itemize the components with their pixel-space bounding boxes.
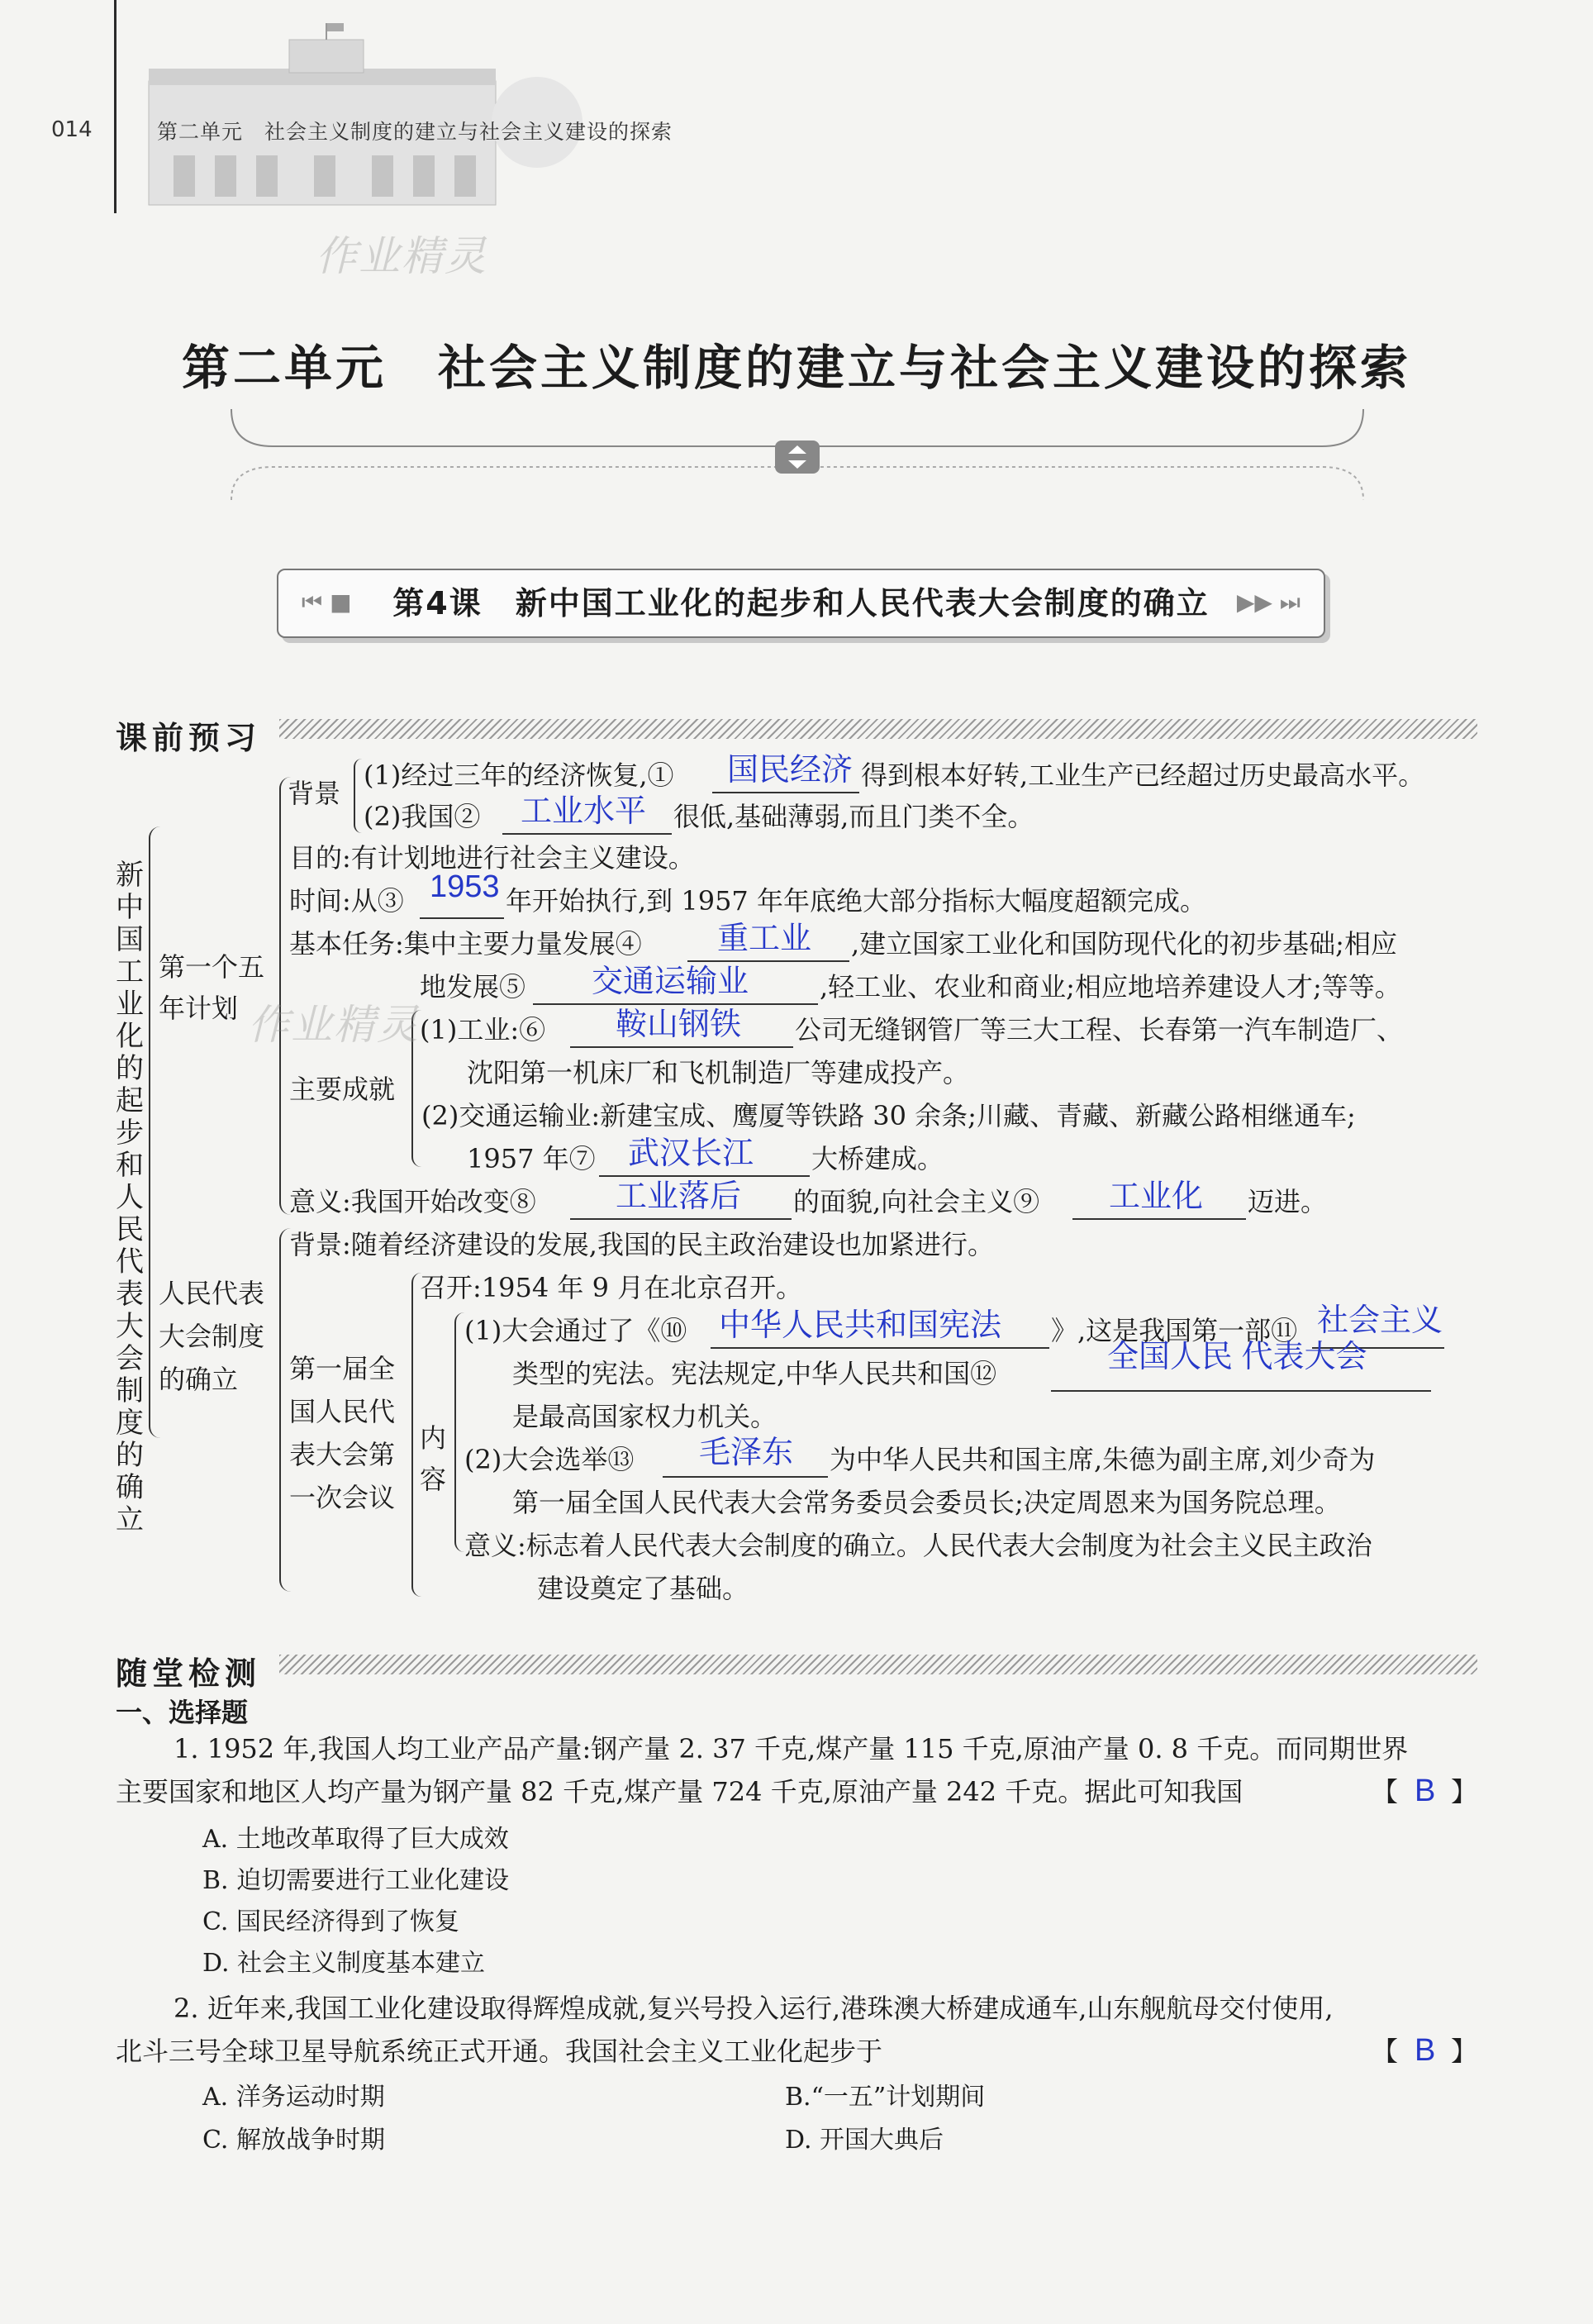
q1-option-c[interactable]: C. 国民经济得到了恢复	[202, 1907, 459, 1936]
watermark-2: 作业精灵	[248, 1001, 420, 1049]
npc-label-1: 人民代表	[159, 1278, 265, 1309]
title-ornament	[223, 409, 1372, 500]
npc-significance-1: 意义:标志着人民代表大会制度的确立。人民代表大会制度为社会主义民主政治	[464, 1530, 1372, 1561]
q2-option-a[interactable]: A. 洋务运动时期	[202, 2083, 385, 2112]
ach1-prefix: (1)工业:⑥	[420, 1014, 546, 1045]
blank-3	[420, 917, 504, 919]
content-label-2: 容	[420, 1464, 447, 1495]
answer-13: 毛泽东	[699, 1436, 794, 1470]
section-hatch-2	[279, 1655, 1477, 1674]
c1-mid: 》,这是我国第一部⑪	[1051, 1315, 1298, 1346]
unit-title: 第二单元 社会主义制度的建立与社会主义建设的探索	[181, 340, 1411, 396]
answer-4: 重工业	[717, 922, 812, 956]
ach2-line1: (2)交通运输业:新建宝成、鹰厦等铁路 30 余条;川藏、青藏、新藏公路相继通车;	[421, 1100, 1356, 1131]
q2-answer: B	[1415, 2033, 1436, 2068]
bg-brace	[354, 759, 362, 833]
five-year-label-2: 年计划	[159, 993, 239, 1024]
section-hatch	[279, 719, 1477, 739]
q2-option-d[interactable]: D. 开国大典后	[785, 2126, 944, 2155]
q1-bracket-right: 】	[1451, 1776, 1478, 1807]
significance-suffix: 迈进。	[1248, 1186, 1328, 1217]
purpose: 目的:有计划地进行社会主义建设。	[289, 842, 695, 874]
q1-line1: 1. 1952 年,我国人均工业产品产量:钢产量 2. 37 千克,煤产量 115 千克,原油产量 0. 8 千克。而同期世界	[174, 1733, 1409, 1764]
page-number: 014	[51, 117, 93, 142]
q1-option-d[interactable]: D. 社会主义制度基本建立	[202, 1949, 486, 1978]
npc-label-3: 的确立	[159, 1364, 239, 1395]
running-title: 第二单元 社会主义制度的建立与社会主义建设的探索	[157, 120, 673, 144]
c2-line2: 第一届全国人民代表大会常务委员会委员长;决定周恩来为国务院总理。	[512, 1487, 1341, 1518]
content-label-1: 内	[420, 1422, 447, 1454]
blank-13	[663, 1476, 828, 1478]
q1-option-b[interactable]: B. 迫切需要进行工业化建设	[202, 1866, 510, 1895]
prev-arrow-icon: ⏮ ■	[302, 588, 352, 616]
blank-1	[712, 792, 859, 793]
section-heading-check: 随堂检测	[116, 1655, 262, 1692]
lesson-title-box	[277, 569, 1325, 638]
blank-6	[570, 1046, 793, 1048]
mindmap-root-title: 新中国工业化的起步和人民代表大会制度的确立	[116, 859, 144, 1536]
c2-suffix: 为中华人民共和国主席,朱德为副主席,刘少奇为	[830, 1444, 1376, 1475]
answer-2: 工业水平	[521, 794, 647, 829]
blank-10	[711, 1347, 1049, 1349]
ach2-suffix: 大桥建成。	[811, 1143, 944, 1174]
ach1-line2: 沈阳第一机床厂和飞机制造厂等建成投产。	[467, 1057, 970, 1088]
answer-7: 武汉长江	[628, 1136, 754, 1171]
blank-2	[502, 833, 672, 835]
bg1-suffix: 得到根本好转,工业生产已经超过历史最高水平。	[861, 760, 1425, 791]
section-heading-preview: 课前预习	[116, 720, 262, 756]
time-suffix: 年开始执行,到 1957 年年底绝大部分指标大幅度超额完成。	[506, 885, 1206, 917]
ach1-suffix: 公司无缝钢管厂等三大工程、长春第一汽车制造厂、	[795, 1014, 1404, 1045]
answer-5: 交通运输业	[592, 964, 749, 999]
bg2-prefix: (2)我国②	[364, 801, 481, 832]
bg2-suffix: 很低,基础薄弱,而且门类不全。	[673, 801, 1034, 832]
time-prefix: 时间:从③	[289, 885, 404, 917]
q2-option-b[interactable]: B.“一五”计划期间	[785, 2083, 986, 2112]
five-year-label-1: 第一个五	[159, 951, 265, 983]
first-npc-label-4: 一次会议	[289, 1482, 396, 1513]
c2-prefix: (2)大会选举⑬	[464, 1444, 635, 1475]
content-brace	[454, 1312, 464, 1552]
significance-prefix: 意义:我国开始改变⑧	[289, 1186, 536, 1217]
convene: 召开:1954 年 9 月在北京召开。	[420, 1272, 803, 1303]
header-divider	[114, 0, 117, 213]
first-npc-label-2: 国人民代	[289, 1396, 396, 1427]
q2-line2: 北斗三号全球卫星导航系统正式开通。我国社会主义工业化起步于	[116, 2036, 883, 2067]
lesson-title: 第4课 新中国工业化的起步和人民代表大会制度的确立	[392, 585, 1210, 621]
ach2-prefix: 1957 年⑦	[467, 1143, 596, 1174]
q2-bracket-left: 【	[1372, 2036, 1399, 2067]
answer-11: 社会主义	[1317, 1303, 1443, 1338]
q1-line2: 主要国家和地区人均产量为钢产量 82 千克,煤产量 724 千克,原油产量 242 千克。据此可知我国	[116, 1776, 1243, 1807]
sub-heading: 一、选择题	[116, 1697, 249, 1728]
blank-9	[1072, 1218, 1246, 1220]
answer-12: 全国人民 代表大会	[1107, 1340, 1367, 1374]
q2-option-c[interactable]: C. 解放战争时期	[202, 2126, 385, 2155]
q1-answer: B	[1415, 1774, 1436, 1808]
task2-prefix: 地发展⑤	[420, 971, 526, 1002]
q1-option-a[interactable]: A. 土地改革取得了巨大成效	[202, 1825, 509, 1854]
answer-3: 1953	[430, 869, 500, 904]
npc-label-2: 大会制度	[159, 1321, 265, 1352]
c1-prefix: (1)大会通过了《⑩	[464, 1315, 687, 1346]
q2-line1: 2. 近年来,我国工业化建设取得辉煌成就,复兴号投入运行,港珠澳大桥建成通车,山东舰航母交付使用,	[174, 1993, 1334, 2024]
answer-10: 中华人民共和国宪法	[719, 1308, 1002, 1343]
bg-label: 背景	[288, 778, 341, 809]
q1-bracket-left: 【	[1372, 1776, 1399, 1807]
first-npc-label-3: 表大会第	[289, 1439, 396, 1470]
bg1-prefix: (1)经过三年的经济恢复,①	[364, 760, 674, 791]
c1-line3: 是最高国家权力机关。	[512, 1401, 777, 1432]
task-mid: ,建立国家工业化和国防现代化的初步基础;相应	[851, 928, 1397, 960]
first-npc-label-1: 第一届全	[289, 1353, 396, 1384]
npc-significance-2: 建设奠定了基础。	[537, 1573, 749, 1604]
blank-12	[1051, 1390, 1431, 1392]
answer-1: 国民经济	[727, 753, 854, 788]
answer-8: 工业落后	[616, 1179, 742, 1214]
watermark: 作业精灵	[316, 232, 487, 280]
achievements-label: 主要成就	[289, 1074, 396, 1105]
blank-8	[570, 1218, 792, 1220]
c1-line2-prefix: 类型的宪法。宪法规定,中华人民共和国⑫	[512, 1358, 997, 1389]
significance-mid: 的面貌,向社会主义⑨	[793, 1186, 1040, 1217]
answer-9: 工业化	[1109, 1179, 1204, 1214]
npc-background: 背景:随着经济建设的发展,我国的民主政治建设也加紧进行。	[289, 1229, 994, 1260]
task-prefix: 基本任务:集中主要力量发展④	[289, 928, 642, 960]
q2-bracket-right: 】	[1451, 2036, 1478, 2067]
task2-suffix: ,轻工业、农业和商业;相应地培养建设人才;等等。	[820, 971, 1401, 1002]
answer-6: 鞍山钢铁	[616, 1007, 742, 1042]
next-arrow-icon: ▶▶ ⏭	[1236, 588, 1301, 616]
